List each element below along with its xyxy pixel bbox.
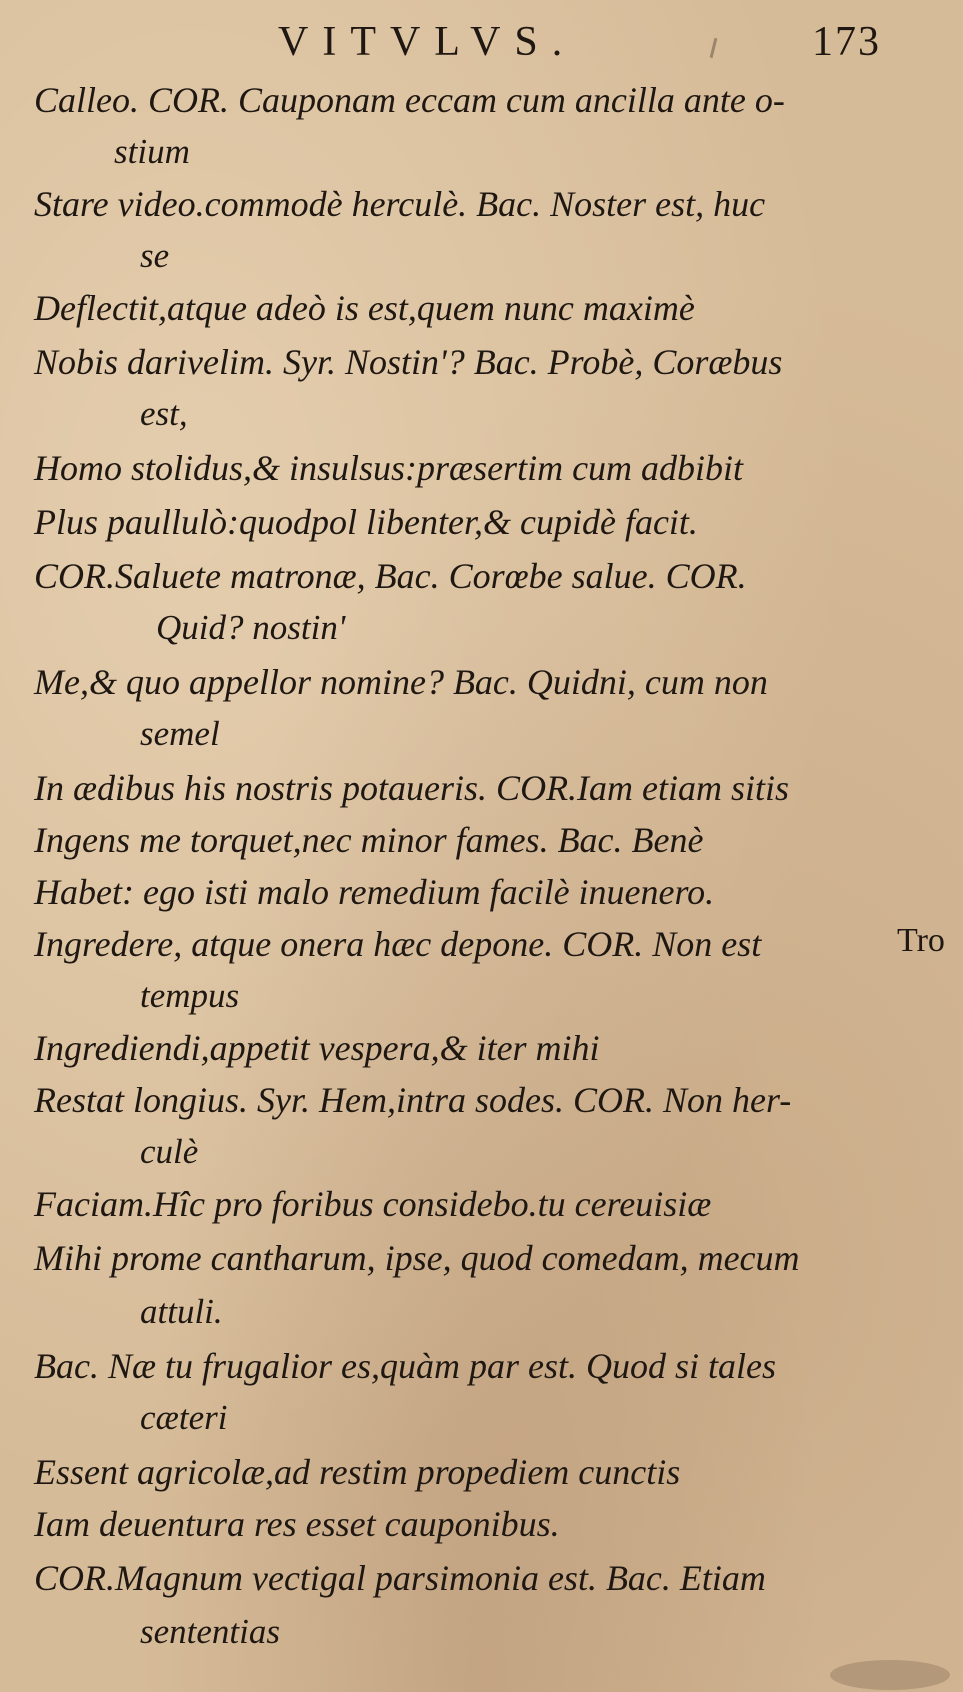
running-title: VITVLVS. [278, 19, 577, 65]
verse-line-9: In ædibus his nostris potaueris. COR.Iam etiam sitis [34, 768, 790, 808]
ink-smudge [830, 1660, 950, 1690]
verse-line-12: Ingredere, atque onera hæc depone. COR. Non est [34, 924, 762, 964]
verse-line-18: Essent agricolæ,ad restim propediem cunctis [34, 1452, 681, 1492]
verse-line-15: Faciam.Hîc pro foribus considebo.tu cereuisiæ [34, 1184, 712, 1224]
verse-line-6: Plus paullulò:quodpol libenter,& cupidè facit. [34, 502, 698, 542]
verse-line-16: Mihi prome cantharum, ipse, quod comedam, mecum [34, 1238, 800, 1278]
verse-line-5: Homo stolidus,& insulsus:præsertim cum adbibit [34, 448, 744, 488]
verse-line-20-cont: sententias [140, 1612, 280, 1651]
verse-line-1-cont: stium [114, 132, 190, 171]
verse-line-12-cont: tempus [140, 976, 240, 1015]
verse-line-8-cont: semel [140, 714, 220, 753]
verse-line-3: Deflectit,atque adeò is est,quem nunc maximè [34, 288, 695, 328]
verse-line-2-cont: se [140, 236, 170, 275]
page-number: 173 [812, 19, 881, 65]
verse-line-20: COR.Magnum vectigal parsimonia est. Bac. Etiam [34, 1558, 766, 1598]
verse-line-14: Restat longius. Syr. Hem,intra sodes. COR. Non her- [34, 1080, 792, 1120]
verse-line-17-cont: cæteri [140, 1398, 228, 1437]
verse-line-11: Habet: ego isti malo remedium facilè inuenero. [34, 872, 715, 912]
verse-line-7-cont: Quid? nostin' [156, 608, 346, 647]
verse-line-10: Ingens me torquet,nec minor fames. Bac. Benè [34, 820, 704, 860]
margin-note: Tro [897, 922, 945, 959]
verse-line-8: Me,& quo appellor nomine? Bac. Quidni, cum non [34, 662, 768, 702]
verse-line-7: COR.Saluete matronæ, Bac. Corœbe salue. COR. [34, 556, 747, 596]
verse-line-1: Calleo. COR. Cauponam eccam cum ancilla ante o- [34, 80, 785, 120]
verse-line-4: Nobis darivelim. Syr. Nostin'? Bac. Probè, Coræbus [34, 342, 783, 382]
verse-line-17: Bac. Næ tu frugalior es,quàm par est. Quod si tales [34, 1346, 777, 1386]
verse-line-14-cont: culè [140, 1132, 199, 1171]
verse-line-19: Iam deuentura res esset cauponibus. [34, 1504, 560, 1544]
verse-line-13: Ingrediendi,appetit vespera,& iter mihi [34, 1028, 600, 1068]
verse-line-4-cont: est, [140, 394, 188, 433]
verse-line-16-cont: attuli. [140, 1292, 223, 1331]
verse-line-2: Stare video.commodè herculè. Bac. Noster est, huc [34, 184, 766, 224]
